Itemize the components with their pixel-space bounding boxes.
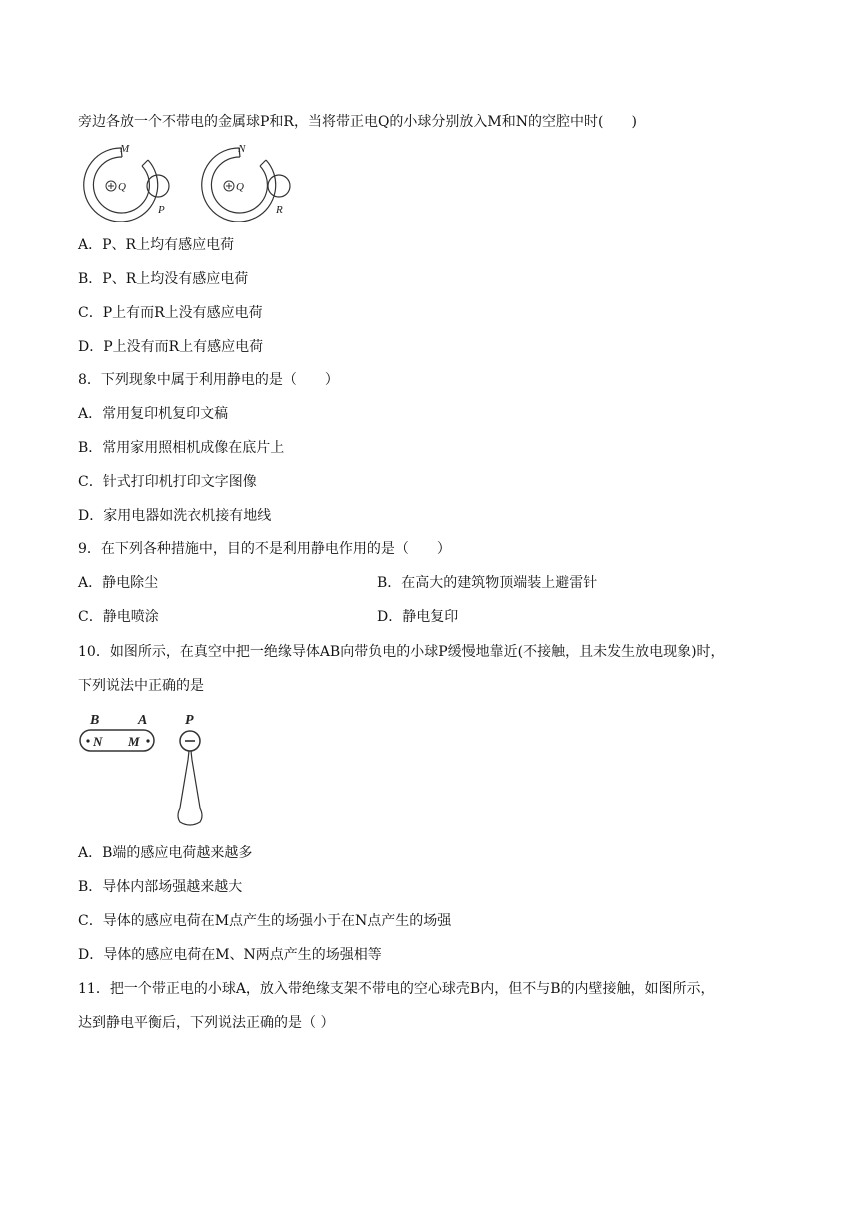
q8-option-b: B．常用家用照相机成像在底片上 [78, 440, 285, 456]
q7-option-a: A．P、R上均有感应电荷 [78, 237, 235, 253]
q10-option-a: A．B端的感应电荷越来越多 [78, 845, 253, 861]
q8-option-a: A．常用复印机复印文稿 [78, 406, 229, 422]
q8-option-d: D．家用电器如洗衣机接有地线 [78, 508, 272, 524]
label-a: A [138, 713, 148, 728]
q7-option-b: B．P、R上均没有感应电荷 [78, 271, 249, 287]
label-q2: Q [236, 181, 244, 193]
label-n: N [93, 734, 103, 749]
conductor-ab [80, 730, 154, 751]
label-p: P [158, 204, 165, 216]
q10-option-d: D．导体的感应电荷在M、N两点产生的场强相等 [78, 947, 382, 963]
label-m: M [128, 734, 140, 749]
q7-figure [76, 140, 301, 222]
label-n: N [238, 143, 246, 155]
point-m [146, 739, 149, 742]
ball-r [268, 175, 290, 197]
q7-option-c: C．P上有而R上没有感应电荷 [78, 305, 263, 321]
q10-figure [76, 708, 226, 832]
label-r: R [276, 204, 283, 216]
q11-stem-line1: 11．把一个带正电的小球A，放入带绝缘支架不带电的空心球壳B内，但不与B的内壁接触，如图所示， [78, 981, 715, 997]
label-b: B [90, 713, 100, 728]
q10-stem-line1: 10．如图所示，在真空中把一绝缘导体AB向带负电的小球P缓慢地靠近(不接触，且未发生放电现象)时， [78, 644, 725, 660]
label-m: M [120, 143, 130, 155]
q11-stem-line2: 达到静电平衡后，下列说法正确的是（ ） [78, 1015, 335, 1031]
label-q1: Q [118, 181, 126, 193]
insulating-stand [178, 751, 202, 825]
label-p: P [185, 713, 194, 728]
q10-option-c: C．导体的感应电荷在M点产生的场强小于在N点产生的场强 [78, 913, 452, 929]
q8-stem: 8．下列现象中属于利用静电的是（ ） [78, 372, 339, 388]
q9-stem: 9．在下列各种措施中，目的不是利用静电作用的是（ ） [78, 541, 451, 557]
q7-stem: 旁边各放一个不带电的金属球P和R，当将带正电Q的小球分别放入M和N的空腔中时( ) [78, 114, 637, 130]
q9-option-a: A．静电除尘 [78, 575, 159, 591]
q8-option-c: C．针式打印机打印文字图像 [78, 474, 257, 490]
q9-option-c: C．静电喷涂 [78, 609, 159, 625]
q9-option-b: B．在高大的建筑物顶端装上避雷针 [377, 575, 598, 591]
q9-option-d: D．静电复印 [377, 609, 459, 625]
point-n [86, 739, 89, 742]
q7-option-d: D．P上没有而R上有感应电荷 [78, 339, 264, 355]
q10-option-b: B．导体内部场强越来越大 [78, 879, 243, 895]
q10-stem-line2: 下列说法中正确的是 [78, 678, 204, 694]
